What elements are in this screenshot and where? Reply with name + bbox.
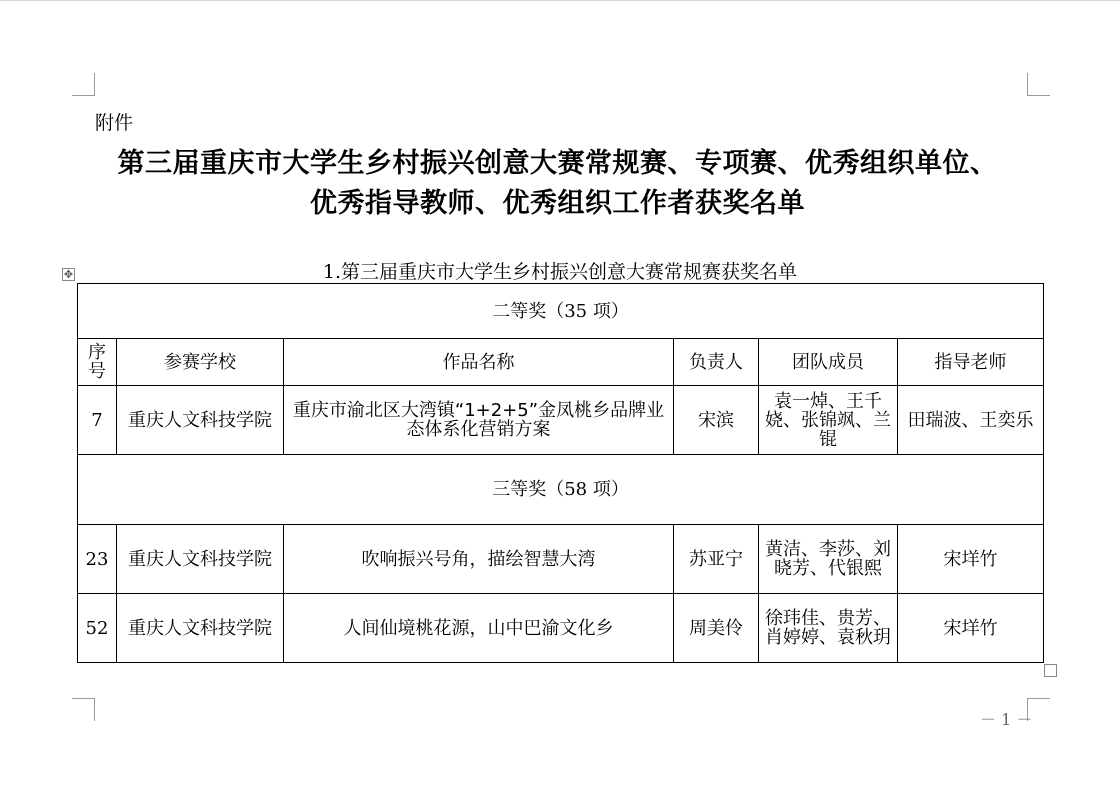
header-index: 序号 [78, 339, 117, 386]
table-resize-handle[interactable] [1044, 664, 1057, 677]
header-school: 参赛学校 [117, 339, 284, 386]
row-members: 袁一焯、王千娆、张锦飒、兰锟 [759, 386, 898, 455]
document-title-line-1: 第三届重庆市大学生乡村振兴创意大赛常规赛、专项赛、优秀组织单位、 [117, 148, 998, 179]
row-index: 52 [78, 594, 117, 663]
row-school: 重庆人文科技学院 [117, 386, 284, 455]
header-members: 团队成员 [759, 339, 898, 386]
row-index: 7 [78, 386, 117, 455]
row-leader: 宋滨 [674, 386, 759, 455]
second-prize-header-row [78, 284, 1044, 339]
row-advisor: 宋垟竹 [898, 525, 1044, 594]
row-members: 黄洁、李莎、刘晓芳、代银熙 [759, 525, 898, 594]
table-row [78, 594, 1044, 663]
column-header-row [78, 339, 1044, 386]
margin-corner-top-right [1027, 73, 1050, 96]
row-work: 吹响振兴号角，描绘智慧大湾 [284, 525, 674, 594]
row-school: 重庆人文科技学院 [117, 525, 284, 594]
table-move-handle-icon[interactable]: ✥ [63, 268, 74, 281]
margin-corner-top-left [72, 73, 95, 96]
third-prize-header-row [78, 455, 1044, 525]
third-prize-label: 三等奖（58 项） [78, 455, 1044, 525]
row-advisor: 田瑞波、王奕乐 [898, 386, 1044, 455]
document-title-line-2: 优秀指导教师、优秀组织工作者获奖名单 [310, 188, 805, 219]
row-work: 人间仙境桃花源，山中巴渝文化乡 [284, 594, 674, 663]
page-number: － 1 － [980, 710, 1033, 729]
row-leader: 周美伶 [674, 594, 759, 663]
header-work: 作品名称 [284, 339, 674, 386]
row-school: 重庆人文科技学院 [117, 594, 284, 663]
table-row [78, 525, 1044, 594]
table-row [78, 386, 1044, 455]
row-advisor: 宋垟竹 [898, 594, 1044, 663]
header-advisor: 指导老师 [898, 339, 1044, 386]
attachment-label: 附件 [95, 112, 134, 134]
page-top-border [0, 0, 1120, 1]
row-leader: 苏亚宁 [674, 525, 759, 594]
row-index: 23 [78, 525, 117, 594]
margin-corner-bottom-left [72, 698, 95, 721]
row-members: 徐玮佳、贵芳、肖婷婷、袁秋玥 [759, 594, 898, 663]
row-work: 重庆市渝北区大湾镇“1+2+5”金凤桃乡品牌业态体系化营销方案 [284, 386, 674, 455]
awards-table [77, 283, 1044, 663]
section-title: 1.第三届重庆市大学生乡村振兴创意大赛常规赛获奖名单 [322, 261, 798, 283]
second-prize-label: 二等奖（35 项） [78, 284, 1044, 339]
header-leader: 负责人 [674, 339, 759, 386]
